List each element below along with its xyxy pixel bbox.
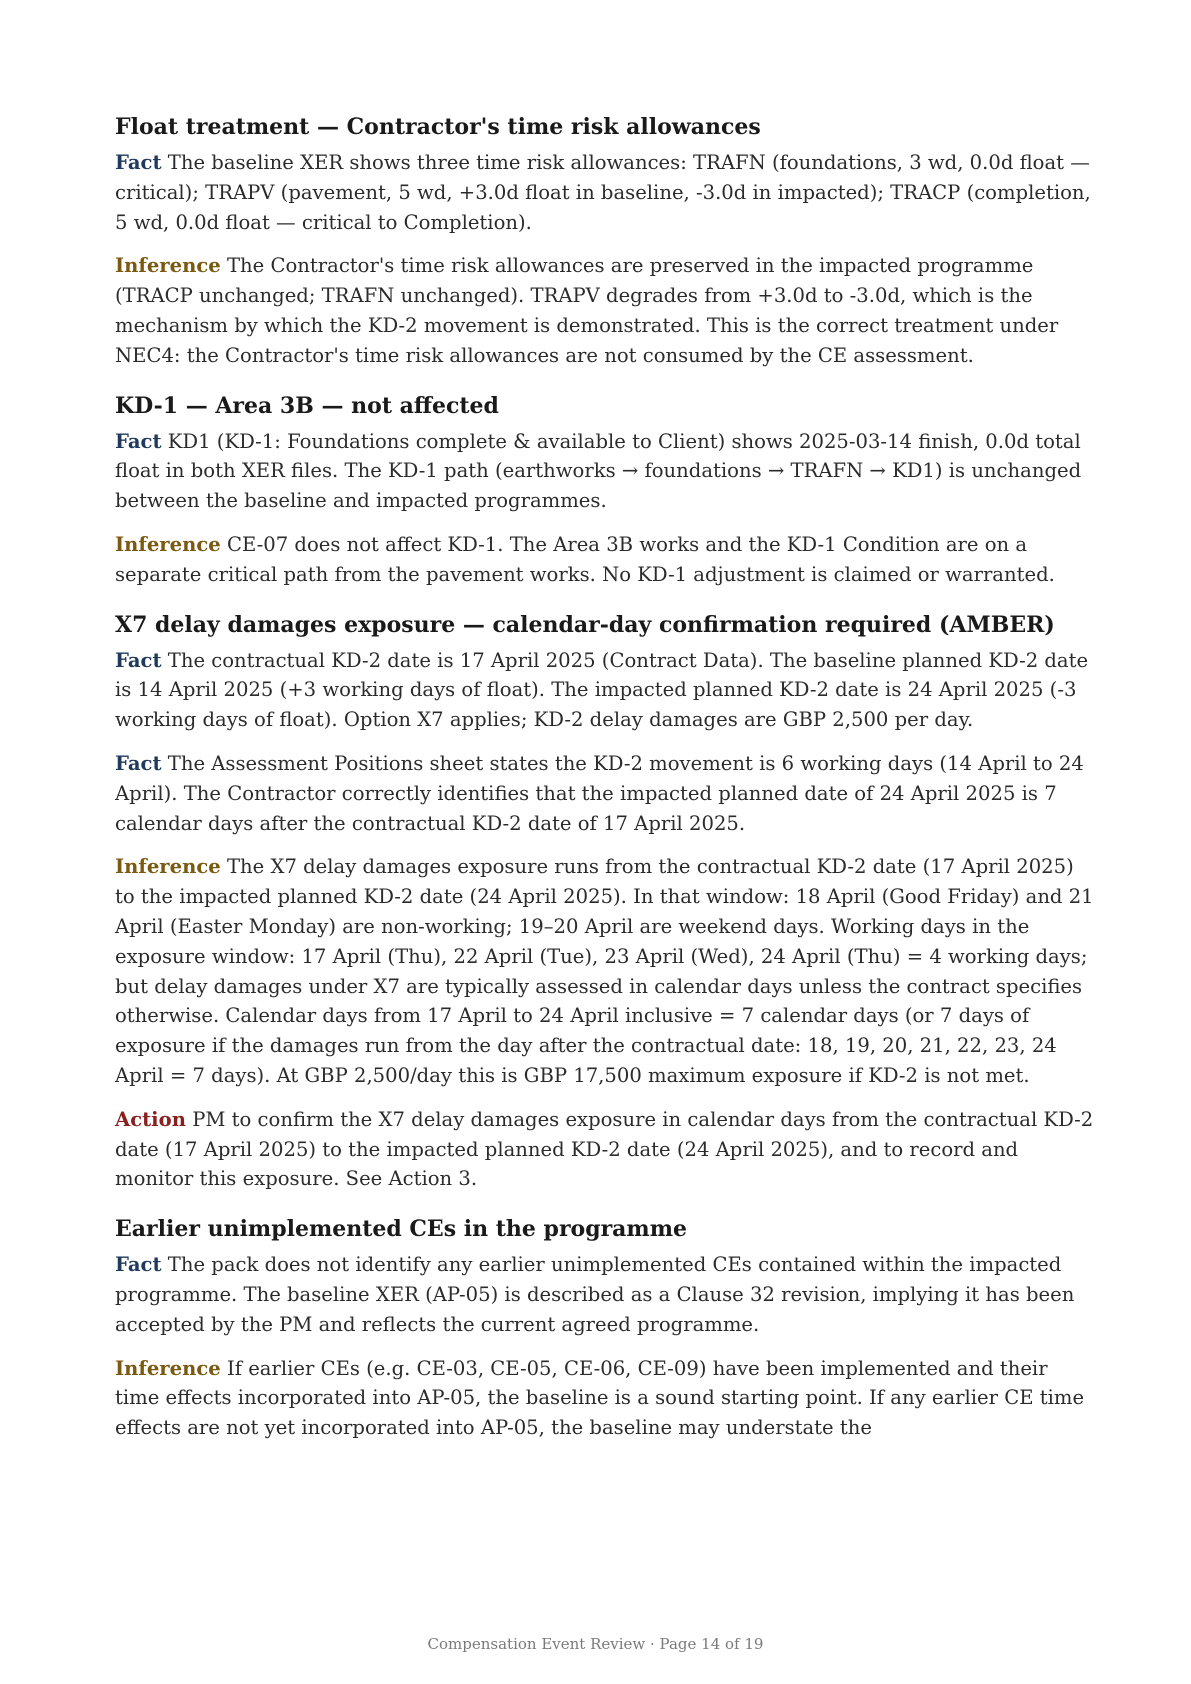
paragraph-inference xyxy=(115,530,1095,590)
section-earlier-ces xyxy=(115,1214,1095,1443)
inference-label: Inference xyxy=(115,254,221,278)
paragraph-text: The Assessment Positions sheet states the KD-2 movement is 6 working days (14 April to 24 April). The Contractor correctly identifies that the impacted planned date of 24 April 2025 is 7 calendar days after the contractual KD-2 date of 17 April 2025. xyxy=(115,751,1084,835)
paragraph-action xyxy=(115,1105,1095,1194)
paragraph-fact xyxy=(115,749,1095,838)
inference-label: Inference xyxy=(115,532,221,556)
paragraph-fact xyxy=(115,148,1095,237)
paragraph-inference xyxy=(115,251,1095,370)
paragraph-text: The Contractor's time risk allowances are preserved in the impacted programme (TRACP unchanged; TRAFN unchanged). TRAPV degrades from +3.0d to -3.0d, which is the mechanism by which the KD-2 movement is demonstrated. This is the correct treatment under NEC4: the Contractor's time risk allowances are not consumed by the CE assessment. xyxy=(115,254,1059,367)
paragraph-text: The X7 delay damages exposure runs from the contractual KD-2 date (17 April 2025) to the impacted planned KD-2 date (24 April 2025). In that window: 18 April (Good Friday) and 21 April (Easter Monday) are non-working; 19–20 April are weekend days. Working days in the exposure window: 17 April (Thu), 22 April (Tue), 23 April (Wed), 24 April (Thu) = 4 working days; but delay damages under X7 are typically assessed in calendar days unless the contract specifies otherwise. Calendar days from 17 April to 24 April inclusive = 7 calendar days (or 7 days of exposure if the damages run from the day after the contractual date: 18, 19, 20, 21, 22, 23, 24 April = 7 days). At GBP 2,500/day this is GBP 17,500 maximum exposure if KD-2 is not met. xyxy=(115,855,1094,1087)
paragraph-text: CE-07 does not affect KD-1. The Area 3B works and the KD-1 Condition are on a separate critical path from the pavement works. No KD-1 adjustment is claimed or warranted. xyxy=(115,532,1055,586)
inference-label: Inference xyxy=(115,855,221,879)
section-kd1 xyxy=(115,391,1095,590)
section-heading: Float treatment — Contractor's time risk allowances xyxy=(115,114,761,140)
fact-label: Fact xyxy=(115,1253,162,1277)
paragraph-inference xyxy=(115,852,1095,1090)
section-heading: X7 delay damages exposure — calendar-day confirmation required (AMBER) xyxy=(115,611,1055,638)
paragraph-text: KD1 (KD-1: Foundations complete & available to Client) shows 2025-03-14 finish, 0.0d total float in both XER files. The KD-1 path (earthworks → foundations → TRAFN → KD1) is unchanged between the baseline and impacted programmes. xyxy=(115,429,1082,513)
paragraph-text: The contractual KD-2 date is 17 April 2025 (Contract Data). The baseline planned KD-2 date is 14 April 2025 (+3 working days of float). The impacted planned KD-2 date is 24 April 2025 (-3 working days of float). Option X7 applies; KD-2 delay damages are GBP 2,500 per day. xyxy=(115,648,1089,732)
paragraph-text: PM to confirm the X7 delay damages exposure in calendar days from the contractual KD-2 date (17 April 2025) to the impacted planned KD-2 date (24 April 2025), and to record and monitor this exposure. See Action 3. xyxy=(115,1107,1094,1191)
inference-label: Inference xyxy=(115,1356,221,1380)
fact-label: Fact xyxy=(115,429,162,453)
paragraph-text: The pack does not identify any earlier unimplemented CEs contained within the impacted programme. The baseline XER (AP-05) is described as a Clause 32 revision, implying it has been accepted by the PM and reflects the current agreed programme. xyxy=(115,1253,1075,1336)
section-float-treatment xyxy=(115,112,1095,371)
paragraph-text: The baseline XER shows three time risk allowances: TRAFN (foundations, 3 wd, 0.0d float — critical); TRAPV (pavement, 5 wd, +3.0d float in baseline, -3.0d in impacted); TRACP (completion, 5 wd, 0.0d float — critical to Completion). xyxy=(115,151,1091,234)
section-heading: Earlier unimplemented CEs in the programme xyxy=(115,1216,687,1243)
section-heading: KD-1 — Area 3B — not affected xyxy=(115,392,499,419)
page-footer: Compensation Event Review · Page 14 of 19 xyxy=(427,1635,764,1653)
fact-label: Fact xyxy=(115,151,162,174)
paragraph-inference xyxy=(115,1354,1095,1443)
paragraph-fact xyxy=(115,646,1095,735)
paragraph-text: If earlier CEs (e.g. CE-03, CE-05, CE-06, CE-09) have been implemented and their time effects incorporated into AP-05, the baseline is a sound starting point. If any earlier CE time effects are not yet incorporated into AP-05, the baseline may understate the xyxy=(115,1356,1085,1440)
action-label: Action xyxy=(115,1107,186,1131)
fact-label: Fact xyxy=(115,648,162,672)
document-body xyxy=(115,112,1095,1457)
paragraph-fact xyxy=(115,1250,1095,1339)
section-x7-exposure xyxy=(115,610,1095,1195)
paragraph-fact xyxy=(115,427,1095,516)
fact-label: Fact xyxy=(115,751,162,775)
